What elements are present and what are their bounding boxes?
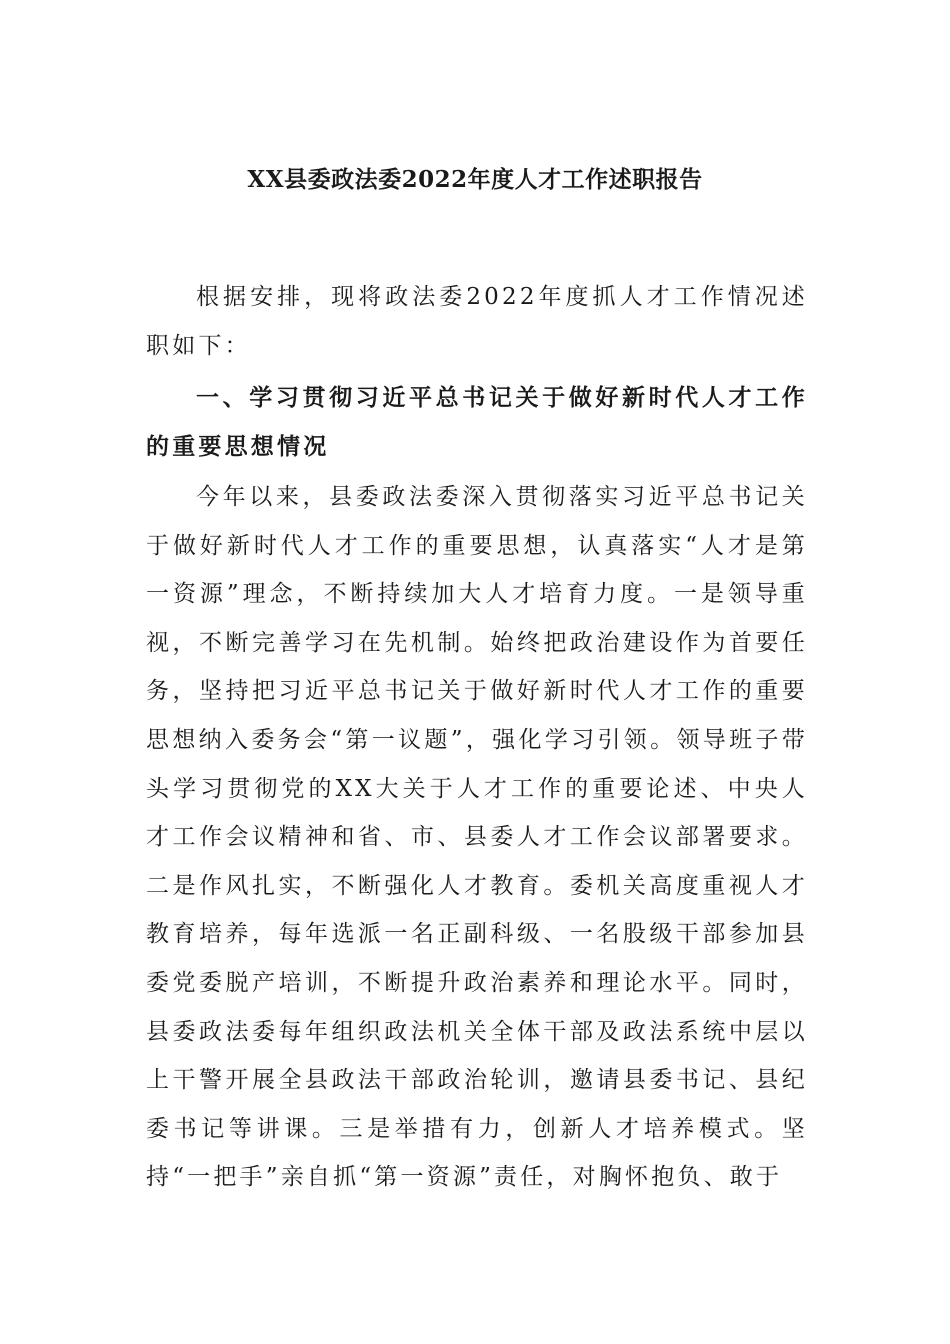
section-paragraph: 今年以来，县委政法委深入贯彻落实习近平总书记关于做好新时代人才工作的重要思想，认真落实“人才是第一资源”理念，不断持续加大人才培育力度。一是领导重视，不断完善学习在先机制。始终把政治建设作为首要任务，坚持把习近平总书记关于做好新时代人才工作的重要思想纳入委务会“第一议题”，强化学习引领。领导班子带头学习贯彻党的XX大关于人才工作的重要论述、中央人才工作会议精神和省、市、县委人才工作会议部署要求。二是作风扎实，不断强化人才教育。委机关高度重视人才教育培养，每年选派一名正副科级、一名股级干部参加县委党委脱产培训，不断提升政治素养和理论水平。同时，县委政法委每年组织政法机关全体干部及政法系统中层以上干警开展全县政法干部政治轮训，邀请县委书记、县纪委书记等讲课。三是举措有力，创新人才培养模式。坚持“一把手”亲自抓“第一资源”责任，对胸怀抱负、敢于: [146, 484, 808, 1191]
document-title: XX县委政法委2022年度人才工作述职报告: [247, 166, 703, 193]
intro-paragraph: 根据安排，现将政法委2022年度抓人才工作情况述职如下：: [146, 284, 808, 359]
section-heading: 一、学习贯彻习近平总书记关于做好新时代人才工作的重要思想情况: [146, 384, 808, 460]
